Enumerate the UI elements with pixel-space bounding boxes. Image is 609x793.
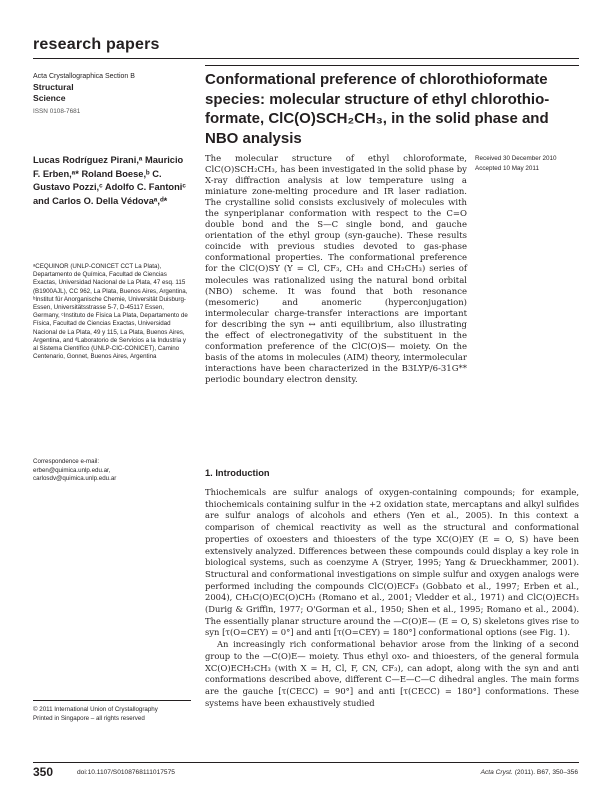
article-title: Conformational preference of chlorothioformate species: molecular structure of ethyl chlorothio-formate, ClC(O)SCH₂CH₃, in the solid phase and NBO analysis <box>205 71 550 147</box>
received-date: Received 30 December 2010 <box>475 155 557 162</box>
journal-issn: ISSN 0108-7681 <box>33 107 81 115</box>
copyright-line-2: Printed in Singapore – all rights reserved <box>33 715 145 722</box>
introduction-body <box>205 487 579 709</box>
header-rule <box>33 58 579 59</box>
citation-detail: (2011). B67, 350–356 <box>514 769 578 776</box>
journal-name: Acta Crystallographica Section B <box>33 73 135 80</box>
doi: doi:10.1107/S0108768111017575 <box>77 769 175 776</box>
intro-paragraph-2: An increasingly rich conformational behavior arose from the linking of a second group to the —C(O)E— moiety. Thus ethyl oxo- and thioesters, of the general formula XC(O)ECH₂CH₃ (with X = H, Cl, F, CN, CF₃), can adopt, along with the syn and anti conformations described above, different C—E—C—C dihedral angles. The main forms are the gauche [τ(CECC) = 90°] and anti [τ(CECC) = 180°] conformations. These systems have been exhaustively studied <box>205 639 579 708</box>
journal-info <box>33 72 183 116</box>
correspondence-email-1: erben@quimica.unlp.edu.ar, <box>33 466 111 474</box>
copyright-line-1: © 2011 International Union of Crystallography <box>33 706 158 713</box>
author-list: Lucas Rodríguez Pirani,ᵃ Mauricio F. Erben,ᵃ* Roland Boese,ᵇ C. Gustavo Pozzi,ᶜ Adolfo C. Fantoniᶜ and Carlos O. Della Védovaᵃ,ᵈ* <box>33 155 186 206</box>
correspondence-email-2: carlosdv@quimica.unlp.edu.ar <box>33 475 117 482</box>
page-number: 350 <box>33 765 54 779</box>
accepted-date: Accepted 10 May 2011 <box>475 165 539 172</box>
footer-rule <box>33 762 579 763</box>
abstract: The molecular structure of ethyl chloroformate, ClC(O)SCH₂CH₃, has been investigated in the solid phase by X-ray diffraction analysis at low temperature using a miniature zone-melting procedure and IR laser radiation. The crystalline solid consists exclusively of molecules with the synperiplanar conformation with respect to the C=O double bond and the S—C single bond, and gauche orientation of the ethyl group (syn-gauche). These results coincide with previous studies devoted to gas-phase conformational properties. The conformational preference for the ClC(O)SY (Y = Cl, CF₃, CH₃ and CH₂CH₃) series of molecules was rationalized using the natural bond orbital (NBO) scheme. It was found that both resonance (mesomeric) and anomeric (hyperconjugation) intermolecular charge-transfer interactions are important for describing the syn ↔ anti equilibrium, also illustrating the effect of electronegativity of the substituent in the conformation preference of the ClC(O)S— moiety. On the basis of the atoms in molecules (AIM) theory, intermolecular interactions have been characterized in the B3LYP/6-31G** periodic boundary electron density. <box>205 154 467 385</box>
intro-paragraph-1: Thiochemicals are sulfur analogs of oxygen-containing compounds; for example, thiochemicals containing sulfur in the +2 oxidation state, mercaptans and alkyl sulfides are sulfur analogs of alcohols and ethers (Yen et al., 2005). In this context a comparison of chemical reactivity as well as the structural and conformational properties of oxoesters and thioesters of the type XC(O)EY (E = O, S) have been extensively analyzed. Differences between these compounds could display a key role in biological systems, such as coenzyme A (Stryer, 1995; Yang & Drueckhammer, 2001). Structural and conformational investigations on simple sulfur and oxygen analogs were performed including the compounds ClC(O)ECF₃ (Gobbato et al., 1997; Erben et al., 2004), CH₃C(O)EC(O)CH₃ (Romano et al., 2001; Vledder et al., 1971) and ClC(O)ECH₃ (Durig & Griffin, 1977; O'Gorman et al., 1950; Shen et al., 1995; Romano et al., 2004). The essentially planar structure around the —C(O)E— (E = O, S) skeletons gives rise to syn [τ(O=CEY) = 0°] and anti [τ(O=CEY) = 180°] conformational options (see Fig. 1). <box>205 487 579 638</box>
copyright <box>33 705 191 723</box>
journal-section-line2: Science <box>33 92 66 103</box>
section-heading: 1. Introduction <box>205 468 270 478</box>
affiliations: ᵃCEQUINOR (UNLP-CONICET CCT La Plata), Departamento de Química, Facultad de Ciencias Exactas, Universidad Nacional de La Plata, 47 esq. 115 (B1900AJL), CC 962, La Plata, Buenos Aires, Argentina, ᵇInstitut für Anorganische Chemie, Universität Duisburg-Essen, Universitätsstrasse 5-7, D-45117 Essen, Germany, ᶜInstituto de Física La Plata, Departamento de Física, Facultad de Ciencias Exactas, Universidad Nacional de La Plata, 49 y 115, La Plata, Buenos Aires, Argentina, and ᵈLaboratorio de Servicios a la Industria y al Sistema Científico (UNLP-CIC-CONICET), Camino Centenario, Gonnet, Buenos Aires, Argentina <box>33 263 188 361</box>
correspondence-label: Correspondence e-mail: <box>33 458 100 465</box>
journal-section-line1: Structural <box>33 81 74 92</box>
title-rule <box>205 65 579 66</box>
citation <box>390 769 578 776</box>
article-dates <box>475 154 585 174</box>
journal-abbrev: Acta Cryst. <box>480 769 513 776</box>
copyright-rule <box>33 700 191 701</box>
running-header: research papers <box>33 36 160 53</box>
correspondence <box>33 458 191 484</box>
